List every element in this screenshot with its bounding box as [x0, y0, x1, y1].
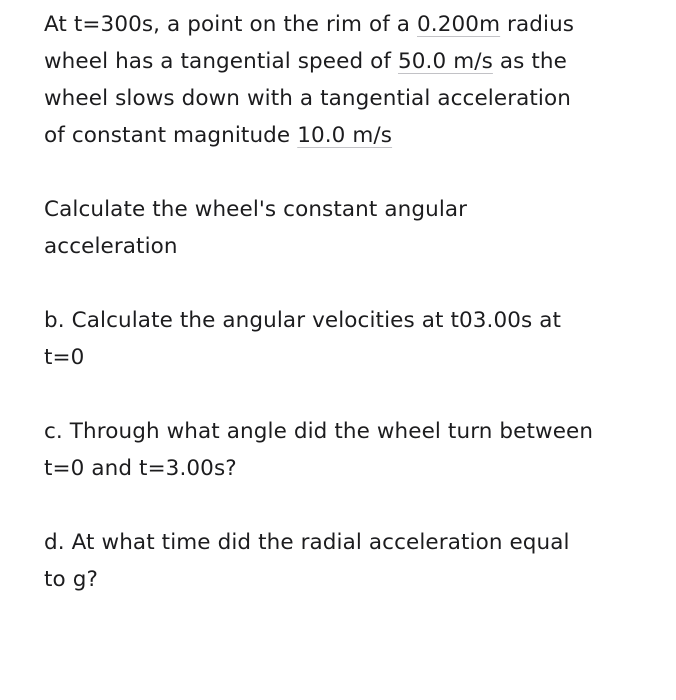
blank-line	[44, 487, 664, 524]
part-b	[44, 302, 664, 376]
blank-line	[44, 265, 664, 302]
text-run: radius	[500, 12, 575, 37]
text-line: to g?	[44, 567, 98, 592]
text-line	[44, 117, 664, 154]
text-run: wheel has a tangential speed of	[44, 49, 398, 74]
text-line: t=0	[44, 345, 85, 370]
detected-value-link[interactable]: 0.200m	[417, 12, 501, 37]
note-body	[44, 6, 664, 598]
blank-line	[44, 376, 664, 413]
part-c	[44, 413, 664, 487]
text-line: Calculate the wheel's constant angular	[44, 197, 468, 222]
text-line: c. Through what angle did the wheel turn between	[44, 419, 594, 444]
text-line: t=0 and t=3.00s?	[44, 456, 237, 481]
text-run: wheel slows down with a tangential acceleration	[44, 86, 571, 111]
text-line	[44, 43, 664, 80]
blank-line	[44, 154, 664, 191]
text-line: d. At what time did the radial acceleration equal	[44, 530, 570, 555]
text-run: At t=300s, a point on the rim of a	[44, 12, 418, 37]
part-a	[44, 191, 664, 265]
text-line	[44, 80, 664, 117]
text-line	[44, 6, 664, 43]
text-line: acceleration	[44, 234, 178, 259]
text-run: of constant magnitude	[44, 123, 298, 148]
text-run: as the	[492, 49, 567, 74]
problem-statement	[44, 6, 664, 154]
detected-value-link[interactable]: 10.0 m/s	[297, 123, 393, 148]
detected-value-link[interactable]: 50.0 m/s	[397, 49, 493, 74]
part-d	[44, 524, 664, 598]
text-line: b. Calculate the angular velocities at t03.00s at	[44, 308, 562, 333]
